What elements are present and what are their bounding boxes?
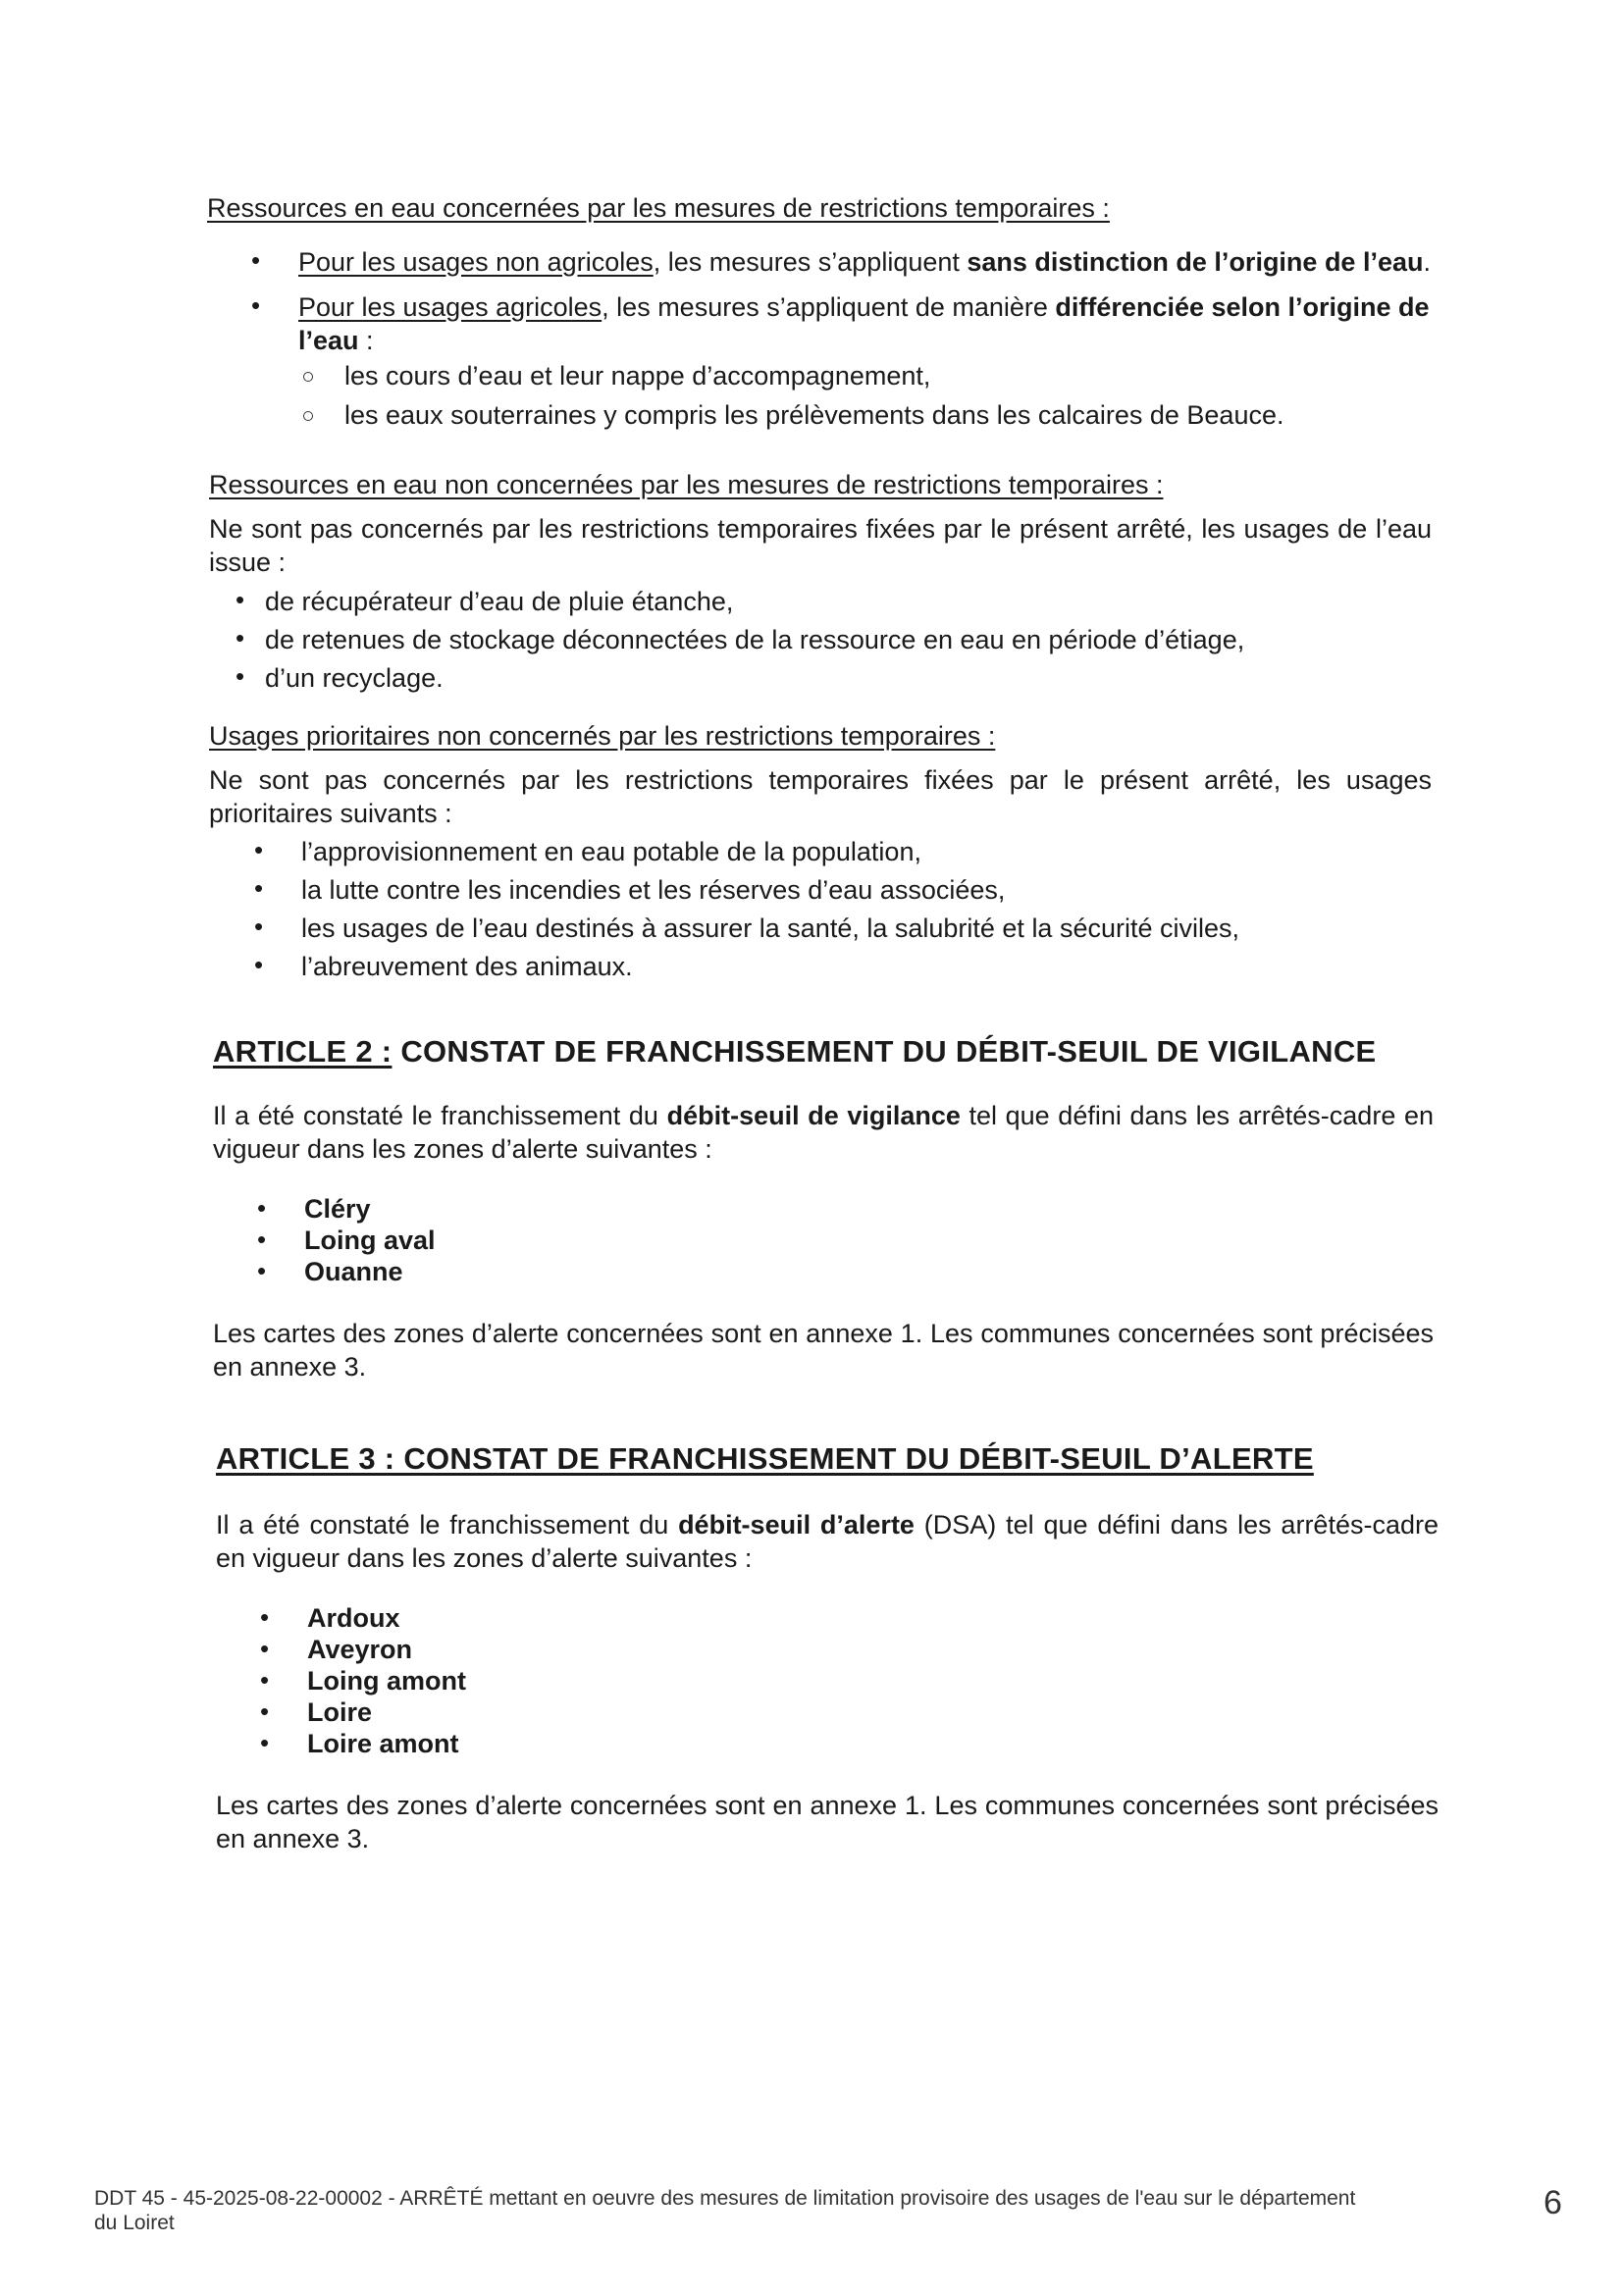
bullet: • xyxy=(251,245,261,275)
bullet: • xyxy=(254,912,264,941)
section2-heading: Ressources en eau non concernées par les mesures de restrictions temporaires : xyxy=(209,470,1164,499)
section3-heading: Usages prioritaires non concernés par les restrictions temporaires : xyxy=(209,721,996,751)
bullet: • xyxy=(254,835,264,864)
article3-zone: Aveyron xyxy=(307,1635,413,1664)
article3-zone: Ardoux xyxy=(307,1603,400,1633)
section1-bullet1: Pour les usages non agricoles, les mesures s’appliquent sans distinction de l’origine de l’eau. xyxy=(298,247,1431,277)
article3-zone: Loire xyxy=(307,1697,373,1727)
bullet: • xyxy=(257,1225,267,1254)
article3-zone: Loire amont xyxy=(307,1729,459,1758)
bullet: • xyxy=(236,585,245,614)
section3-intro: Ne sont pas concernés par les restrictions temporaires fixées par le présent arrêté, les usages prioritaires suivants : xyxy=(209,765,1432,828)
bullet: • xyxy=(254,873,264,903)
section3-item: les usages de l’eau destinés à assurer la santé, la salubrité et la sécurité civiles, xyxy=(301,913,1240,943)
sub-bullet xyxy=(303,372,313,382)
section1-bullet2: Pour les usages agricoles, les mesures s’appliquent de manière différenciée selon l’origine de l’eau : xyxy=(298,292,1430,355)
section2-item: de récupérateur d’eau de pluie étanche, xyxy=(265,587,734,616)
bullet: • xyxy=(260,1728,270,1757)
article2-zone: Loing aval xyxy=(304,1226,436,1255)
bullet: • xyxy=(257,1193,267,1223)
footer-reference: DDT 45 - 45-2025-08-22-00002 - ARRÊTÉ mettant en oeuvre des mesures de limitation provisoire des usages de l'eau sur le département du Loiret xyxy=(94,2187,1356,2234)
section3-item: la lutte contre les incendies et les réserves d’eau associées, xyxy=(301,875,1006,905)
article3-intro: Il a été constaté le franchissement du débit-seuil d’alerte (DSA) tel que défini dans les arrêtés-cadre en vigueur dans les zones d’alerte suivantes : xyxy=(216,1510,1439,1573)
bullet: • xyxy=(257,1256,267,1285)
section1-heading: Ressources en eau concernées par les mesures de restrictions temporaires : xyxy=(207,193,1110,223)
bullet: • xyxy=(251,290,261,320)
bullet: • xyxy=(236,661,245,691)
bullet: • xyxy=(236,623,245,652)
section3-item: l’abreuvement des animaux. xyxy=(301,952,633,981)
article2-intro: Il a été constaté le franchissement du débit-seuil de vigilance tel que défini dans les arrêtés-cadre en vigueur dans les zones d’alerte suivantes : xyxy=(213,1101,1434,1164)
bullet: • xyxy=(260,1634,270,1663)
article3-heading: ARTICLE 3 : CONSTAT DE FRANCHISSEMENT DU DÉBIT-SEUIL D’ALERTE xyxy=(216,1441,1314,1476)
section3-item: l’approvisionnement en eau potable de la population, xyxy=(301,837,921,866)
section1-sub-item: les cours d’eau et leur nappe d’accompagnement, xyxy=(344,361,931,391)
article2-closing: Les cartes des zones d’alerte concernées sont en annexe 1. Les communes concernées sont précisées en annexe 3. xyxy=(213,1319,1434,1382)
bullet: • xyxy=(260,1696,270,1726)
sub-bullet xyxy=(303,411,313,421)
bullet: • xyxy=(254,950,264,979)
bullet: • xyxy=(260,1665,270,1695)
article3-closing: Les cartes des zones d’alerte concernées sont en annexe 1. Les communes concernées sont précisées en annexe 3. xyxy=(216,1791,1439,1853)
section2-item: de retenues de stockage déconnectées de la ressource en eau en période d’étiage, xyxy=(265,625,1245,654)
page-number: 6 xyxy=(1544,2184,1562,2221)
article2-zone: Ouanne xyxy=(304,1257,403,1286)
bullet: • xyxy=(260,1602,270,1632)
section1-sub-item: les eaux souterraines y compris les prélèvements dans les calcaires de Beauce. xyxy=(344,400,1284,430)
article3-zone: Loing amont xyxy=(307,1666,466,1696)
article2-zone: Cléry xyxy=(304,1194,371,1224)
section2-item: d’un recyclage. xyxy=(265,663,444,693)
section2-intro: Ne sont pas concernés par les restrictions temporaires fixées par le présent arrêté, les usages de l’eau issue : xyxy=(209,514,1432,577)
article2-heading: ARTICLE 2 : CONSTAT DE FRANCHISSEMENT DU DÉBIT-SEUIL DE VIGILANCE xyxy=(213,1034,1377,1069)
